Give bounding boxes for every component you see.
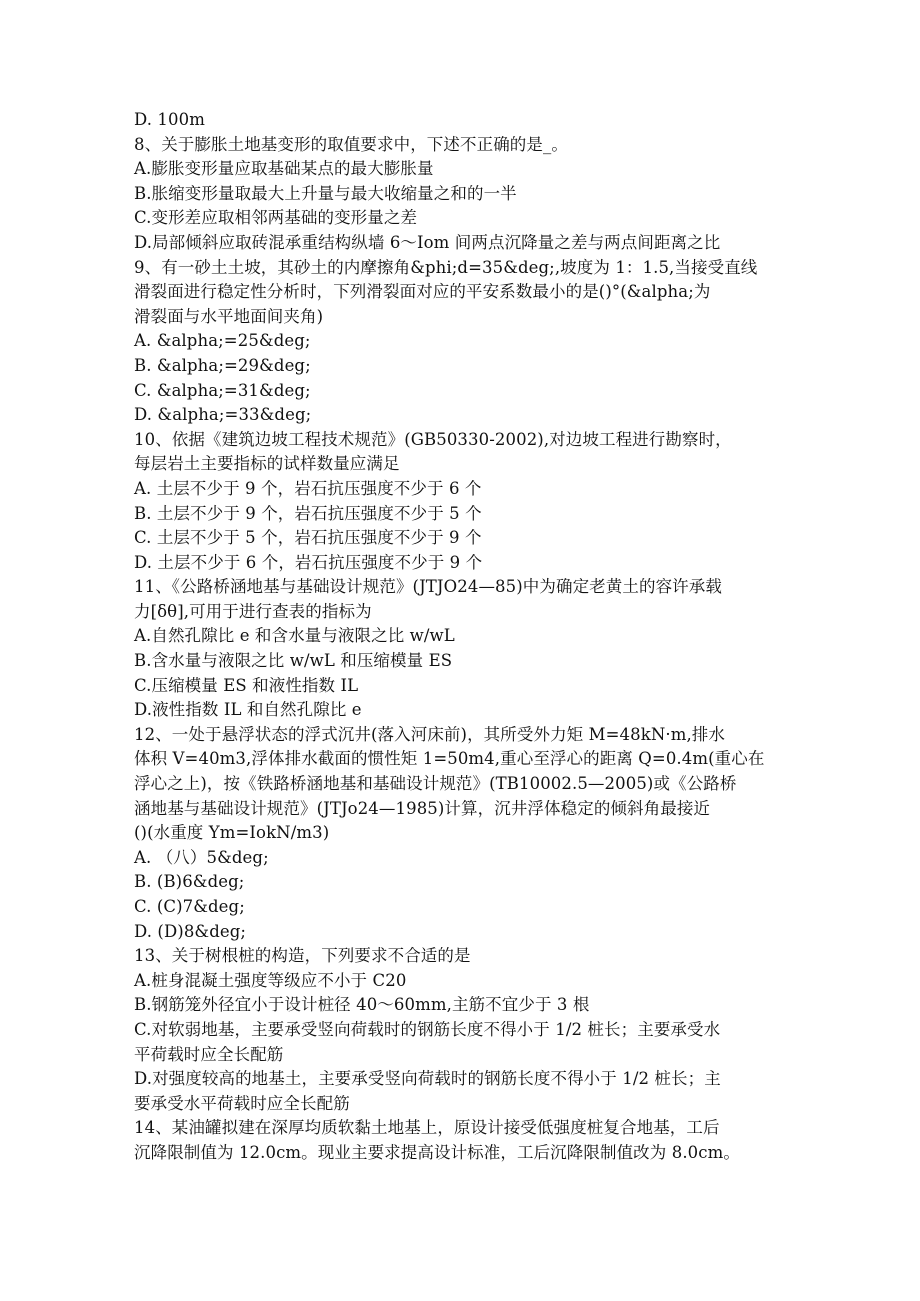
text-line: B.胀缩变形量取最大上升量与最大收缩量之和的一半 — [134, 183, 517, 203]
text-line: 要承受水平荷载时应全长配筋 — [134, 1093, 350, 1113]
text-line: B.含水量与液限之比 w/wL 和压缩模量 ES — [134, 651, 453, 671]
text-line: 9、有一砂土土坡，其砂土的内摩擦角&phi;d=35&deg;,坡度为 1：1.5,当接受直线 — [134, 257, 758, 277]
text-line: C. (C)7&deg; — [134, 897, 245, 916]
text-line: D. 土层不少于 6 个，岩石抗压强度不少于 9 个 — [134, 552, 483, 572]
text-line: A. &alpha;=25&deg; — [134, 331, 311, 351]
text-line: A. 土层不少于 9 个，岩石抗压强度不少于 6 个 — [134, 478, 482, 498]
text-line: B.钢筋笼外径宜小于设计桩径 40～60mm,主筋不宜少于 3 根 — [134, 995, 590, 1015]
document-body — [134, 108, 786, 1166]
text-line: C.对软弱地基，主要承受竖向荷载时的钢筋长度不得小于 1/2 桩长；主要承受水 — [134, 1019, 721, 1039]
text-line: 12、一处于悬浮状态的浮式沉井(落入河床前)，其所受外力矩 M=48kN·m,排水 — [134, 724, 726, 744]
text-line: A.桩身混凝土强度等级应不小于 C20 — [134, 970, 407, 990]
text-line: 10、依据《建筑边坡工程技术规范》(GB50330-2002),对边坡工程进行勘察时， — [134, 429, 732, 449]
text-line: D.局部倾斜应取砖混承重结构纵墙 6～Iom 间两点沉降量之差与两点间距离之比 — [134, 232, 721, 252]
text-line: A.膨胀变形量应取基础某点的最大膨胀量 — [134, 159, 434, 179]
text-line: 力[δθ],可用于进行查表的指标为 — [134, 601, 372, 621]
text-line: D. 100m — [134, 110, 205, 129]
text-line: 11、《公路桥涵地基与基础设计规范》(JTJO24—85)中为确定老黄土的容许承载 — [134, 577, 722, 597]
text-line: 每层岩土主要指标的试样数量应满足 — [134, 454, 400, 474]
text-line: B. &alpha;=29&deg; — [134, 355, 311, 375]
text-line: B. 土层不少于 9 个，岩石抗压强度不少于 5 个 — [134, 503, 482, 523]
text-line: A.自然孔隙比 e 和含水量与液限之比 w/wL — [134, 626, 455, 646]
text-line: D.液性指数 IL 和自然孔隙比 e — [134, 700, 362, 720]
text-line: 浮心之上)，按《铁路桥涵地基和基础设计规范》(TB10002.5—2005)或《公路桥 — [134, 774, 737, 794]
text-line: 平荷载时应全长配筋 — [134, 1044, 284, 1064]
text-line: C. 土层不少于 5 个，岩石抗压强度不少于 9 个 — [134, 528, 482, 548]
text-line: 涵地基与基础设计规范》(JTJo24—1985)计算，沉井浮体稳定的倾斜角最接近 — [134, 798, 711, 818]
text-line: 14、某油罐拟建在深厚均质软黏土地基上，原设计接受低强度桩复合地基，工后 — [134, 1118, 720, 1138]
text-line: C.压缩模量 ES 和液性指数 IL — [134, 675, 359, 695]
text-line: 滑裂面与水平地面间夹角) — [134, 306, 324, 326]
text-line: C.变形差应取相邻两基础的变形量之差 — [134, 208, 418, 228]
text-line: 8、关于膨胀土地基变形的取值要求中，下述不正确的是_。 — [134, 134, 568, 154]
text-line: 滑裂面进行稳定性分析时，下列滑裂面对应的平安系数最小的是()°(&alpha;为 — [134, 282, 711, 302]
text-line: 13、关于树根桩的构造，下列要求不合适的是 — [134, 946, 471, 966]
text-line: C. &alpha;=31&deg; — [134, 380, 311, 400]
text-line: D. &alpha;=33&deg; — [134, 405, 312, 425]
text-line: D.对强度较高的地基土，主要承受竖向荷载时的钢筋长度不得小于 1/2 桩长；主 — [134, 1069, 721, 1089]
text-line: A. （八）5&deg; — [134, 847, 269, 867]
text-line: 体积 V=40m3,浮体排水截面的惯性矩 1=50m4,重心至浮心的距离 Q=0.4m(重心在 — [134, 749, 765, 769]
text-line: 沉降限制值为 12.0cm。现业主要求提高设计标准，工后沉降限制值改为 8.0cm。 — [134, 1142, 740, 1162]
text-line: B. (B)6&deg; — [134, 872, 245, 892]
text-line: D. (D)8&deg; — [134, 921, 247, 941]
text-line: ()(水重度 Ym=IokN/m3) — [134, 823, 330, 843]
